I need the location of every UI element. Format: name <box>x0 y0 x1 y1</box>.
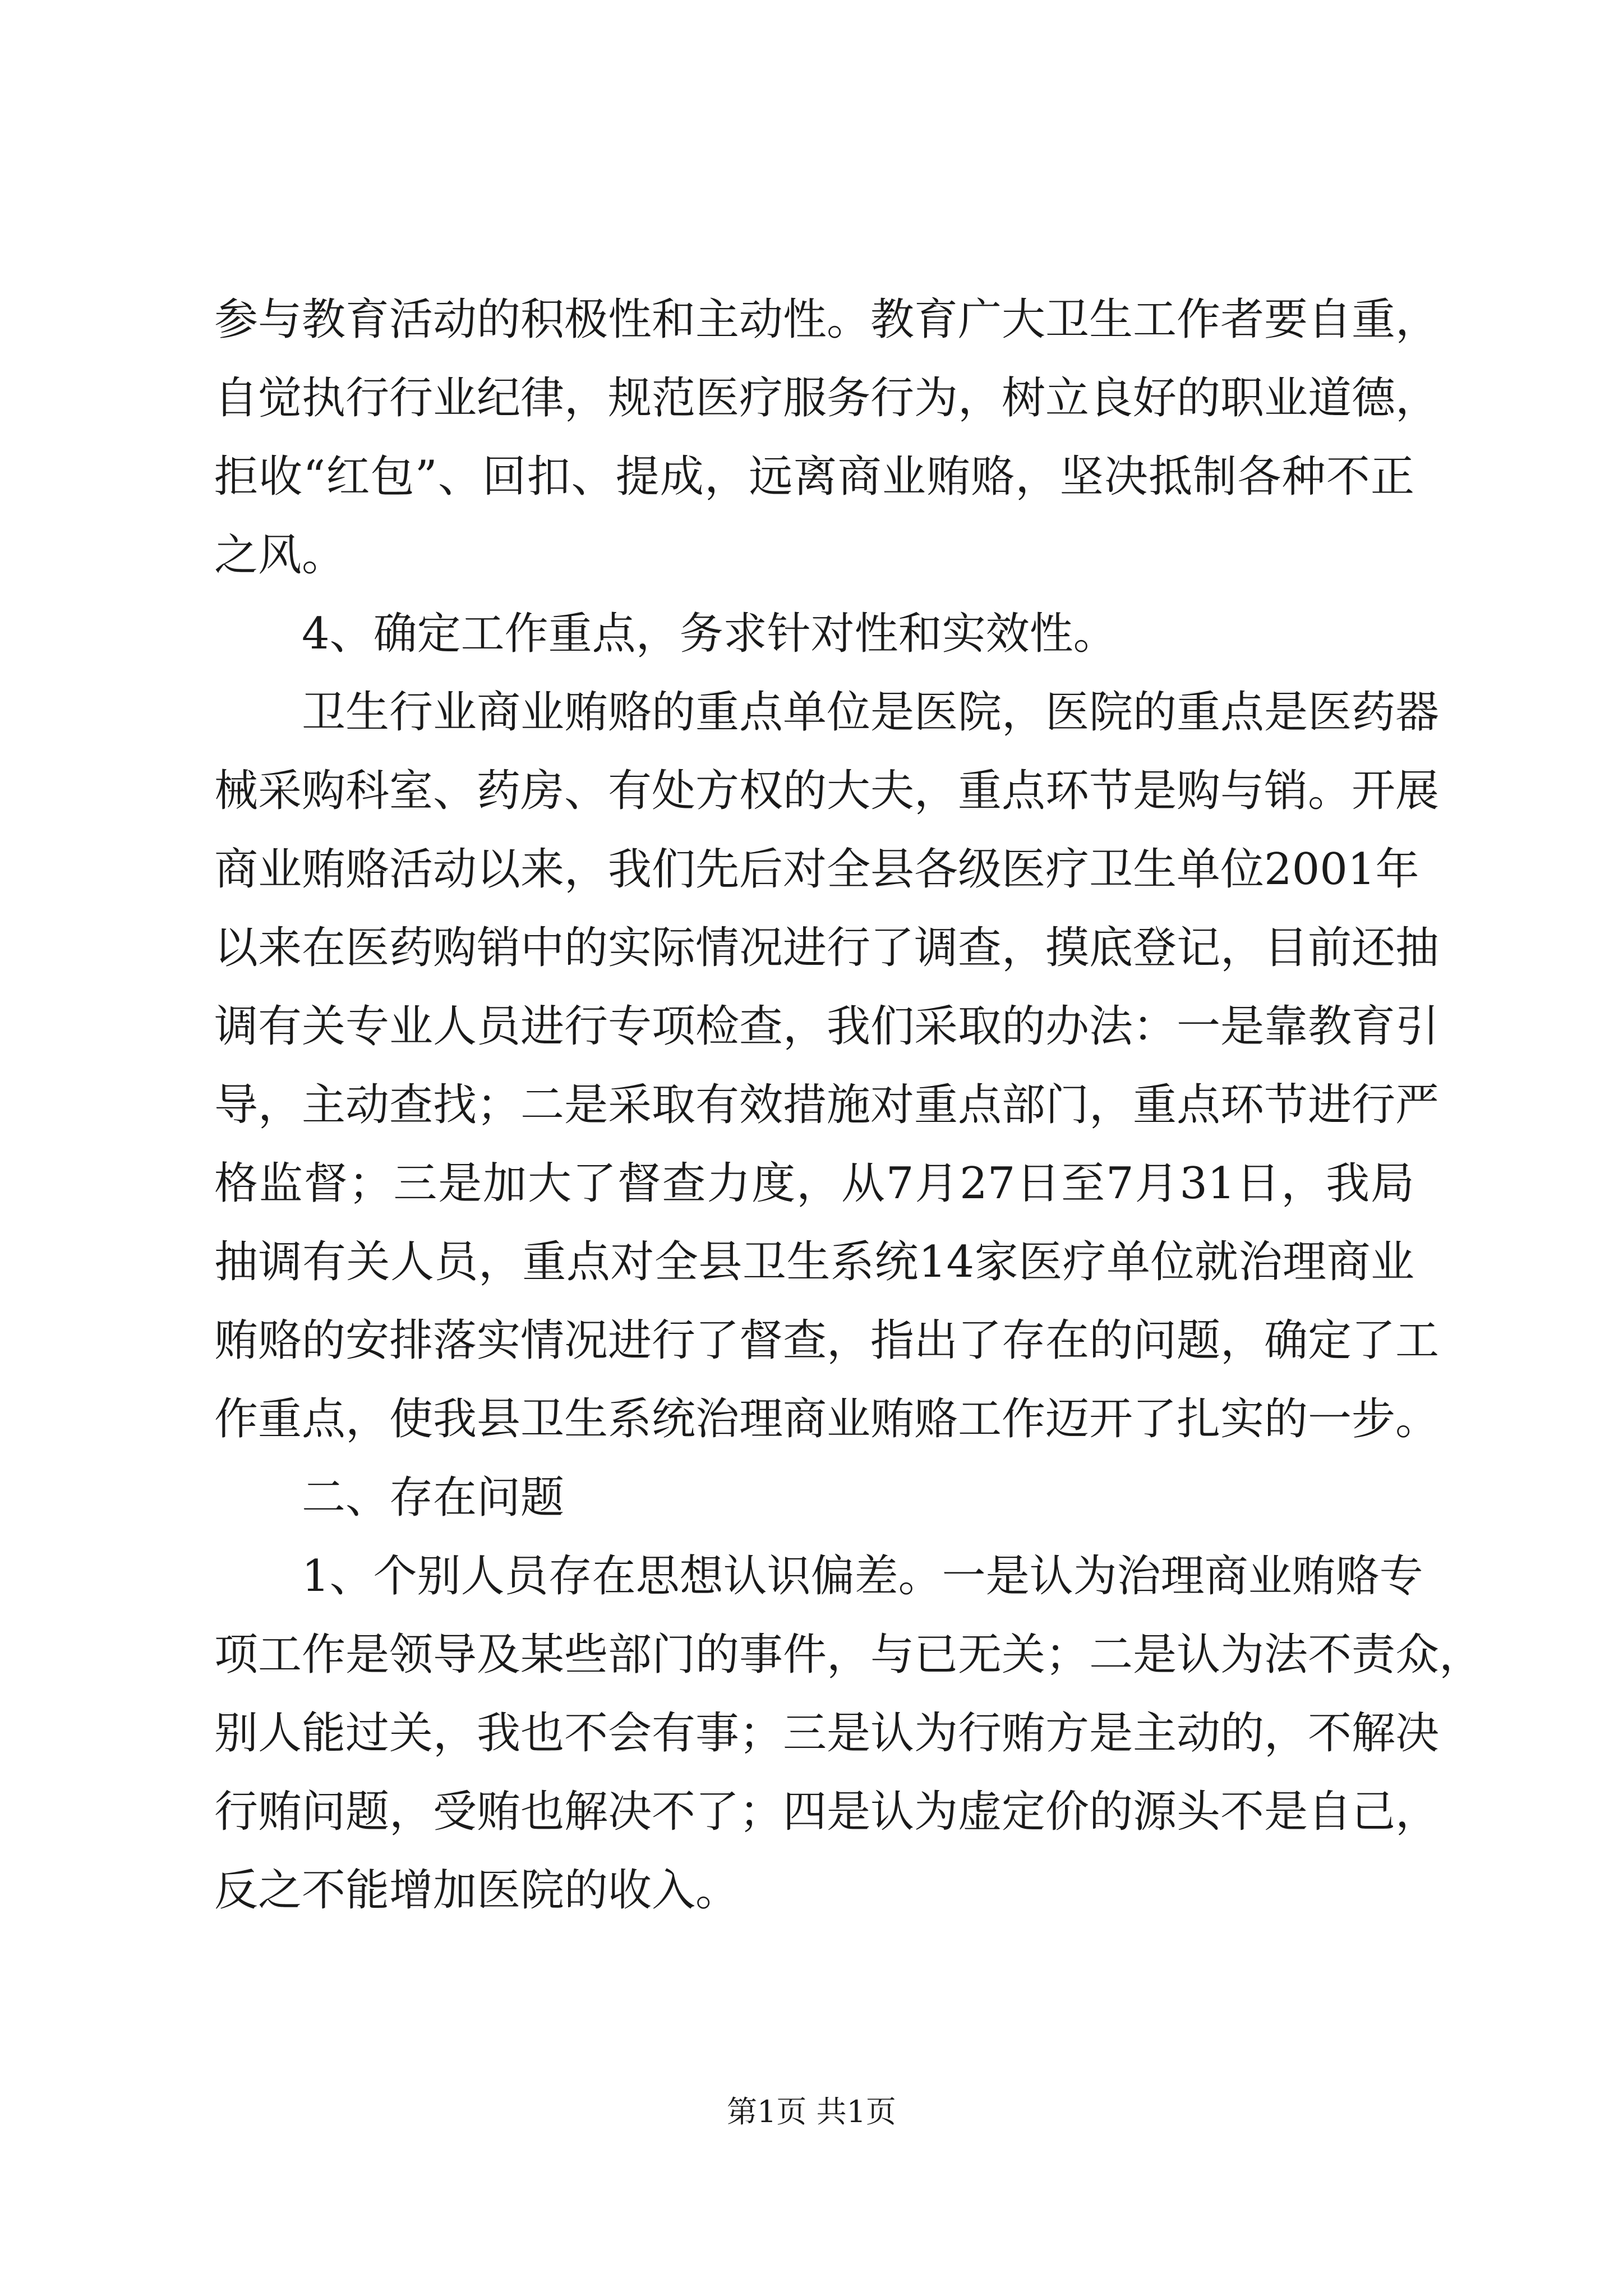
text-line: 拒收“红包”、回扣、提成，远离商业贿赂，坚决抵制各种不正 <box>214 452 1414 502</box>
text-line: 之风。 <box>214 530 346 581</box>
section-heading: 二、存在问题 <box>302 1473 565 1523</box>
section-heading: 4、确定工作重点，务求针对性和实效性。 <box>302 609 1117 659</box>
page-footer: 第1页 共1页 <box>727 2094 896 2129</box>
text-line: 别人能过关，我也不会有事；三是认为行贿方是主动的，不解决 <box>214 1708 1440 1759</box>
text-line: 作重点，使我县卫生系统治理商业贿赂工作迈开了扎实的一步。 <box>214 1394 1440 1444</box>
text-line: 卫生行业商业贿赂的重点单位是医院，医院的重点是医药器 <box>302 687 1440 738</box>
text-line: 以来在医药购销中的实际情况进行了调查，摸底登记，目前还抽 <box>214 923 1440 973</box>
text-line: 项工作是领导及某些部门的事件，与已无关；二是认为法不责众， <box>214 1630 1483 1680</box>
text-line: 格监督；三是加大了督查力度，从7月27日至7月31日，我局 <box>214 1158 1414 1209</box>
text-line: 行贿问题，受贿也解决不了；四是认为虚定价的源头不是自己， <box>214 1787 1440 1837</box>
text-line: 械采购科室、药房、有处方权的大夫，重点环节是购与销。开展 <box>214 766 1440 816</box>
text-line: 商业贿赂活动以来，我们先后对全县各级医疗卫生单位2001年 <box>214 844 1419 895</box>
text-line: 反之不能增加医院的收入。 <box>214 1865 740 1916</box>
text-line: 参与教育活动的积极性和主动性。教育广大卫生工作者要自重， <box>214 295 1440 345</box>
text-line: 抽调有关人员，重点对全县卫生系统14家医疗单位就治理商业 <box>214 1237 1414 1287</box>
text-line: 贿赂的安排落实情况进行了督查，指出了存在的问题，确定了工 <box>214 1315 1440 1366</box>
text-line: 导，主动查找；二是采取有效措施对重点部门，重点环节进行严 <box>214 1080 1440 1130</box>
text-line: 调有关专业人员进行专项检查，我们采取的办法：一是靠教育引 <box>214 1001 1440 1052</box>
text-line: 1、个别人员存在思想认识偏差。一是认为治理商业贿赂专 <box>302 1551 1423 1602</box>
text-line: 自觉执行行业纪律，规范医疗服务行为，树立良好的职业道德， <box>214 373 1440 424</box>
